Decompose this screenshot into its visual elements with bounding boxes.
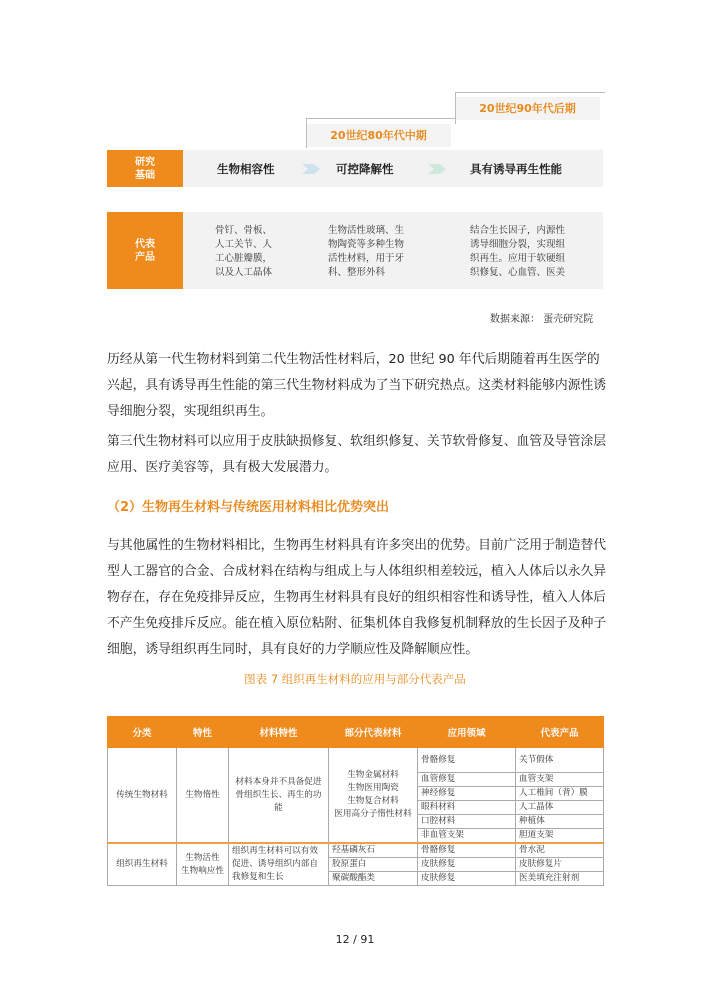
step-divider [455,92,456,124]
application-cell: 眼科材料 [418,801,516,815]
application-cell: 神经修复 [418,787,516,801]
chevron-right-icon [428,164,446,174]
table-row [108,843,604,858]
product-cell: 人工晶体 [516,801,604,815]
step-divider [306,118,307,148]
table-row [108,748,604,773]
step-divider [455,92,605,93]
header-materials: 部分代表材料 [329,717,418,748]
traditional-materials: 生物金属材料 生物医用陶瓷 生物复合材料 医用高分子惰性材料 [329,748,418,844]
material-cell: 胶原蛋白 [329,858,418,872]
application-cell: 骨骼修复 [418,843,516,858]
product-cell: 种植体 [516,815,604,829]
application-cell: 皮肤修复 [418,858,516,872]
paragraph-1: 历经从第一代生物材料到第二代生物活性材料后，20 世纪 90 年代后期随着再生医学的兴起，具有诱导再生性能的第三代生物材料成为了当下研究热点。这类材料能够内源性诱导细胞分裂，实现组织再生。 [107,352,607,419]
traditional-material-property: 材料本身并不具备促进 骨组织生长、再生的功 能 [229,748,329,844]
product-cell: 人工椎间（背）膜 [516,787,604,801]
application-cell: 皮肤修复 [418,872,516,886]
regenerative-material-property: 组织再生材料可以有效 促进、诱导组织内部自 我修复和生长 [229,843,329,886]
header-category: 分类 [108,717,177,748]
material-cell: 羟基磷灰石 [329,843,418,858]
chevron-right-icon [302,164,320,174]
header-application: 应用领域 [418,717,516,748]
application-cell: 血管修复 [418,773,516,787]
application-cell: 非血管支架 [418,829,516,844]
traditional-property: 生物惰性 [177,748,229,844]
product-second-gen: 生物活性玻璃、生 物陶瓷等多种生物 活性材料，用于牙 科、整形外科 [328,225,405,278]
section-heading: （2）生物再生材料与传统医用材料相比优势突出 [107,500,390,515]
table-header-row [108,717,604,748]
property-induced-regeneration: 具有诱导再生性能 [470,162,562,176]
product-cell: 骨水泥 [516,843,604,858]
application-table [107,716,604,886]
period-label-late-90s: 20世纪90年代后期 [455,97,600,120]
product-cell: 胆道支架 [516,829,604,844]
header-property: 特性 [177,717,229,748]
paragraph-2: 第三代生物材料可以应用于皮肤缺损修复、软组织修复、关节软骨修复、血管及导管涂层应用、医疗美容等，具有极大发展潜力。 [107,434,607,475]
paragraph-3: 与其他属性的生物材料相比，生物再生材料具有许多突出的优势。目前广泛用于制造替代型人工器官的合金、合成材料在结构与组成上与人体组织相差较远，植入人体后以永久异物存在，存在免疫排异反应，生物再生材料具有良好的组织相容性和诱导性，植入人体后不产生免疫排斥反应。能在植入原位粘附、征集机体自我修复机制释放的生长因子及种子细胞，诱导组织再生同时，具有良好的力学顺应性及降解顺应性。 [107,538,607,657]
product-cell: 医美填充注射剂 [516,872,604,886]
table-caption: 图表 7 组织再生材料的应用与部分代表产品 [244,672,466,686]
material-cell: 聚碳酸酯类 [329,872,418,886]
header-material-property: 材料特性 [229,717,329,748]
property-biocompatibility: 生物相容性 [217,162,275,176]
traditional-category: 传统生物材料 [108,748,177,844]
application-cell: 口腔材料 [418,815,516,829]
product-first-gen: 骨钉、骨板、 人工关节、人 工心脏瓣膜， 以及人工晶体 [215,225,273,278]
page-number: 12 / 91 [335,933,375,946]
category-representative-products: 代表 产品 [107,212,183,289]
step-divider [306,118,455,119]
regenerative-property: 生物活性 生物响应性 [177,843,229,886]
product-cell: 皮肤修复片 [516,858,604,872]
category-research-basis: 研究 基础 [107,150,183,187]
product-cell: 血管支架 [516,773,604,787]
application-cell: 骨骼修复 [418,748,516,773]
product-third-gen: 结合生长因子，内源性 诱导细胞分裂，实现组 织再生。应用于软硬组 织修复、心血管、医美 [470,225,566,278]
regenerative-category: 组织再生材料 [108,843,177,886]
property-controllable-degradation: 可控降解性 [336,162,394,176]
product-cell: 关节假体 [516,748,604,773]
header-products: 代表产品 [516,717,604,748]
data-source: 数据来源： 蛋壳研究院 [490,314,594,325]
period-label-mid-80s: 20世纪80年代中期 [306,124,451,147]
